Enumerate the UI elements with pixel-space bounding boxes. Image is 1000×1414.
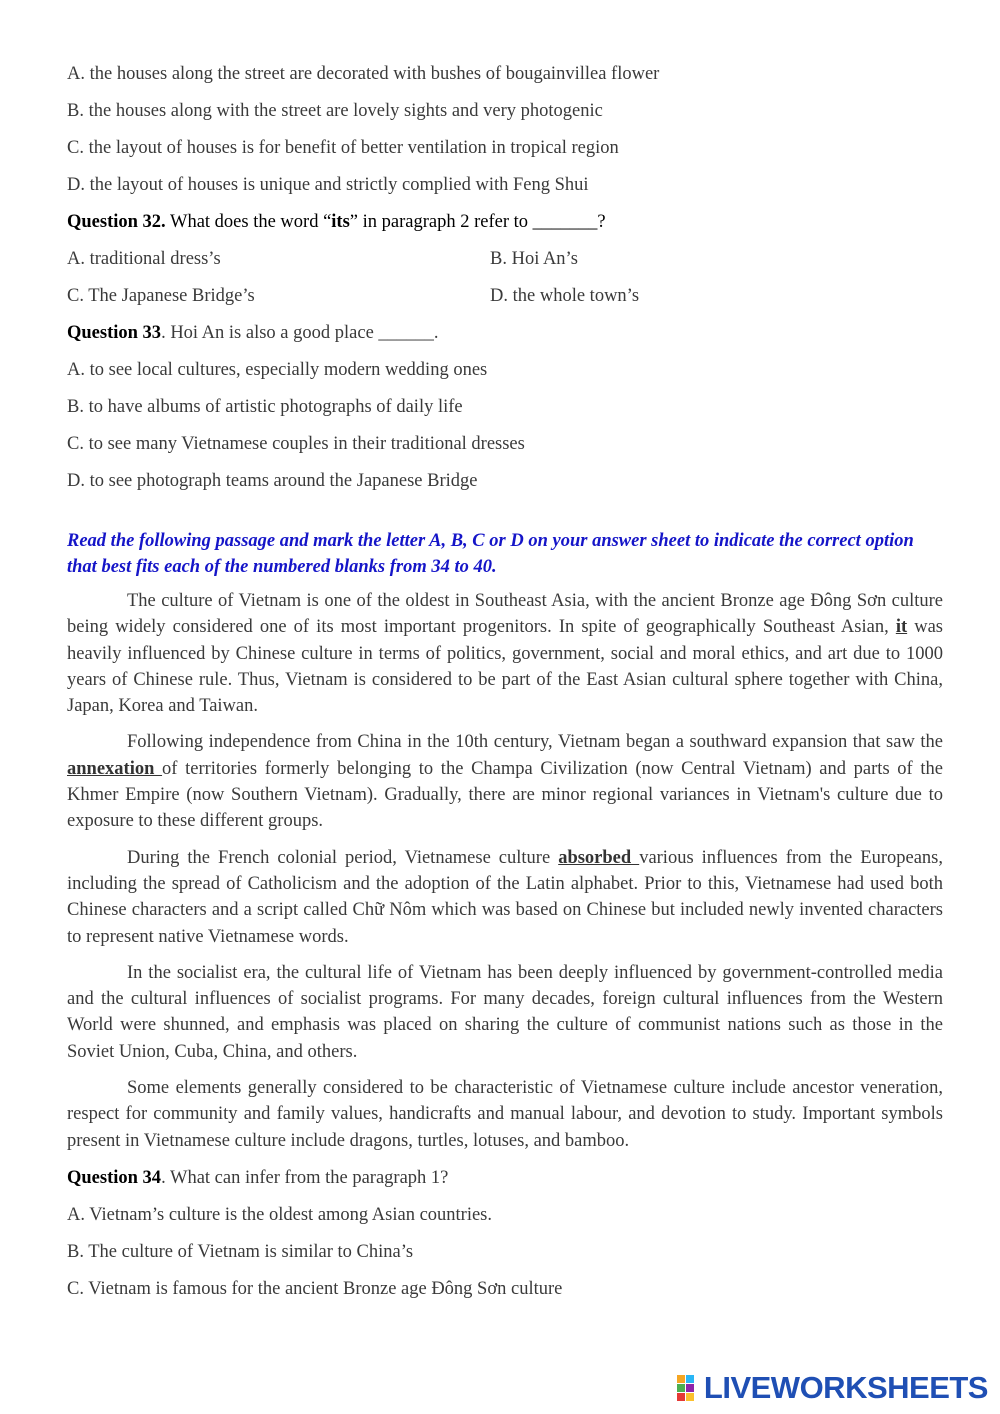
q32-option-c: C. The Japanese Bridge’s <box>67 286 255 306</box>
q32-option-d: D. the whole town’s <box>490 286 640 306</box>
q33-option-a: A. to see local cultures, especially modern wedding ones <box>67 360 488 380</box>
passage-paragraph-2: Following independence from China in the 10th century, Vietnam began a southward expansion that saw the annexation of territories formerly belonging to the Champa Civilization (now Central Vietnam) and parts of the Khmer Empire (now Southern Vietnam). Gradually, there are minor regional variances in Vietnam's culture due to exposure to these different groups. <box>67 732 943 832</box>
q34-option-a: A. Vietnam’s culture is the oldest among Asian countries. <box>67 1204 493 1225</box>
q32-options-row-2 <box>67 282 943 310</box>
liveworksheets-logo[interactable] <box>676 1370 988 1406</box>
question-34-text: . What can infer from the paragraph 1? <box>161 1167 449 1188</box>
question-33-text: . Hoi An is also a good place ______. <box>161 323 439 343</box>
question-34-label: Question 34 <box>67 1167 162 1188</box>
q33-option-b: B. to have albums of artistic photographs of daily life <box>67 397 463 417</box>
q31-option-c: C. the layout of houses is for benefit of better ventilation in tropical region <box>67 138 619 158</box>
question-32 <box>67 208 943 236</box>
q32-options-row-1 <box>67 245 943 273</box>
keyword-annexation: annexation <box>67 758 163 779</box>
q34-option-c: C. Vietnam is famous for the ancient Bronze age Đông Sơn culture <box>67 1278 563 1299</box>
question-32-label: Question 32. <box>67 212 166 232</box>
passage-paragraph-4: In the socialist era, the cultural life of Vietnam has been deeply influenced by government-controlled media and the cultural influences of socialist programs. For many decades, foreign cultural influences from the Western World were shunned, and emphasis was placed on sharing the culture of communist nations such as those in the Soviet Union, Cuba, China, and others. <box>67 962 943 1062</box>
worksheet-page <box>67 60 943 1312</box>
question-33 <box>67 319 943 347</box>
q32-option-a: A. traditional dress’s <box>67 249 221 269</box>
passage-paragraph-3: During the French colonial period, Vietnamese culture absorbed various influences from the Europeans, including the spread of Catholicism and the adoption of the Latin alphabet. Prior to this, Vietnamese had used both Chinese characters and a script called Chữ Nôm which was based on Chinese but included newly invented characters to represent native Vietnamese words. <box>67 847 943 947</box>
reading-instruction: Read the following passage and mark the letter A, B, C or D on your answer sheet to indicate the correct option that best fits each of the numbered blanks from 34 to 40. <box>67 531 914 577</box>
question-33-label: Question 33 <box>67 323 162 343</box>
keyword-it: it <box>895 617 908 638</box>
question-34 <box>67 1164 943 1192</box>
passage-paragraph-1: The culture of Vietnam is one of the oldest in Southeast Asia, with the ancient Bronze age Đông Sơn culture being widely considered one of its most important progenitors. In spite of geographically Southeast Asian, it was heavily influenced by Chinese culture in terms of politics, government, social and moral ethics, and art due to 1000 years of Chinese rule. Thus, Vietnam is considered to be part of the East Asian cultural sphere together with China, Japan, Korea and Taiwan. <box>67 591 943 717</box>
question-32-text-before: What does the word “ <box>165 212 332 232</box>
liveworksheets-logo-text: LIVEWORKSHEETS <box>703 1370 988 1405</box>
q33-option-d: D. to see photograph teams around the Japanese Bridge <box>67 471 478 491</box>
question-32-keyword: its <box>331 212 350 232</box>
q34-option-b: B. The culture of Vietnam is similar to China’s <box>67 1241 414 1262</box>
question-32-text-after: ” in paragraph 2 refer to _______? <box>349 212 606 232</box>
keyword-absorbed: absorbed <box>558 847 640 868</box>
q31-option-b: B. the houses along with the street are lovely sights and very photogenic <box>67 101 603 121</box>
q31-option-a: A. the houses along the street are decorated with bushes of bougainvillea flower <box>67 64 660 84</box>
q31-option-d: D. the layout of houses is unique and strictly complied with Feng Shui <box>67 175 589 195</box>
q32-option-b: B. Hoi An’s <box>490 249 578 269</box>
passage-paragraph-5: Some elements generally considered to be characteristic of Vietnamese culture include ancestor veneration, respect for community and family values, handicrafts and manual labour, and devotion to study. Important symbols present in Vietnamese culture include dragons, turtles, lotuses, and bamboo. <box>67 1078 943 1151</box>
q33-option-c: C. to see many Vietnamese couples in their traditional dresses <box>67 434 525 454</box>
liveworksheets-logo-icon <box>676 1373 702 1403</box>
